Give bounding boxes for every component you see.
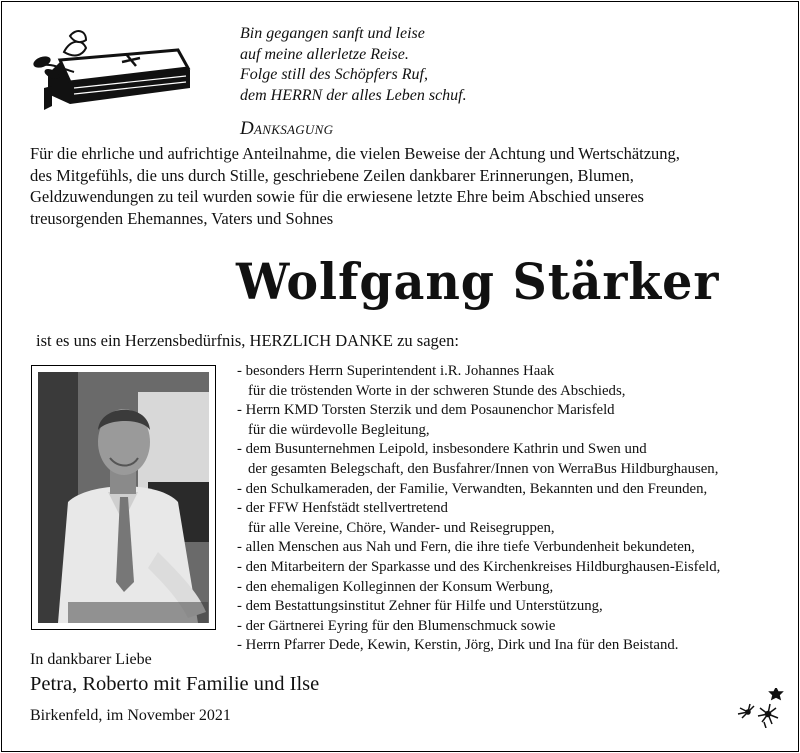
intro-line: des Mitgefühls, die uns durch Stille, geschriebene Zeilen dankbarer Erinnerungen, Blumen, [30, 165, 634, 185]
list-item: - dem Busunternehmen Leipold, insbesondere Kathrin und Swen und [237, 441, 647, 458]
intro-line: treusorgenden Ehemannes, Vaters und Sohnes [30, 208, 334, 228]
list-item: - dem Bestattungsinstitut Zehner für Hilfe und Unterstützung, [237, 598, 603, 615]
list-item: - allen Menschen aus Nah und Fern, die ihre tiefe Verbundenheit bekundeten, [237, 539, 695, 556]
list-item: - der Gärtnerei Eyring für den Blumenschmuck sowie [237, 617, 556, 634]
poem-line: dem HERRN der alles Leben schuf. [240, 86, 467, 104]
deceased-name: Wolfgang Stärker [236, 252, 720, 311]
portrait-image [38, 372, 209, 623]
list-item: - den Schulkameraden, der Familie, Verwandten, Bekannten und den Freunden, [237, 480, 708, 497]
thanks-intro: ist es uns ein Herzensbedürfnis, HERZLICH DANKE zu sagen: [36, 331, 459, 350]
list-item: - Herrn KMD Torsten Sterzik und dem Posaunenchor Marisfeld [237, 402, 615, 419]
heading-danksagung: Danksagung [240, 118, 334, 139]
list-item: - Herrn Pfarrer Dede, Kewin, Kerstin, Jörg, Dirk und Ina für den Beistand. [237, 637, 679, 654]
list-item: für alle Vereine, Chöre, Wander- und Reisegruppen, [248, 519, 555, 536]
poem-line: auf meine allerletze Reise. [240, 45, 409, 63]
book-with-flower-icon [30, 22, 200, 114]
portrait-photo [31, 365, 216, 630]
flowers-icon [734, 688, 784, 728]
list-item: für die würdevolle Begleitung, [248, 421, 430, 438]
list-item: für die tröstenden Worte in der schweren Stunde des Abschieds, [248, 382, 626, 399]
poem-line: Folge still des Schöpfers Ruf, [240, 66, 428, 83]
list-item: der gesamten Belegschaft, den Busfahrer/Innen von WerraBus Hildburghausen, [248, 460, 719, 477]
poem-line: Bin gegangen sanft und leise [240, 25, 425, 42]
list-item: - den ehemaligen Kolleginnen der Konsum Werbung, [237, 578, 554, 595]
intro-line: Für die ehrliche und aufrichtige Anteilnahme, die vielen Beweise der Achtung und Wertschätzung, [30, 144, 680, 163]
list-item: - der FFW Henfstädt stellvertretend [237, 500, 448, 517]
family-names: Petra, Roberto mit Familie und Ilse [30, 673, 320, 695]
list-item: - besonders Herrn Superintendent i.R. Johannes Haak [237, 363, 555, 379]
poem [240, 24, 467, 106]
closing-text: In dankbarer Liebe [30, 651, 152, 668]
thanks-list [237, 362, 720, 656]
intro-text [30, 143, 790, 229]
list-item: - den Mitarbeitern der Sparkasse und des Kirchenkreises Hildburghausen-Eisfeld, [237, 558, 721, 575]
intro-line: Geldzuwendungen zu teil wurden sowie für die erwiesene letzte Ehre beim Abschied unseres [30, 187, 644, 206]
place-date: Birkenfeld, im November 2021 [30, 707, 231, 724]
